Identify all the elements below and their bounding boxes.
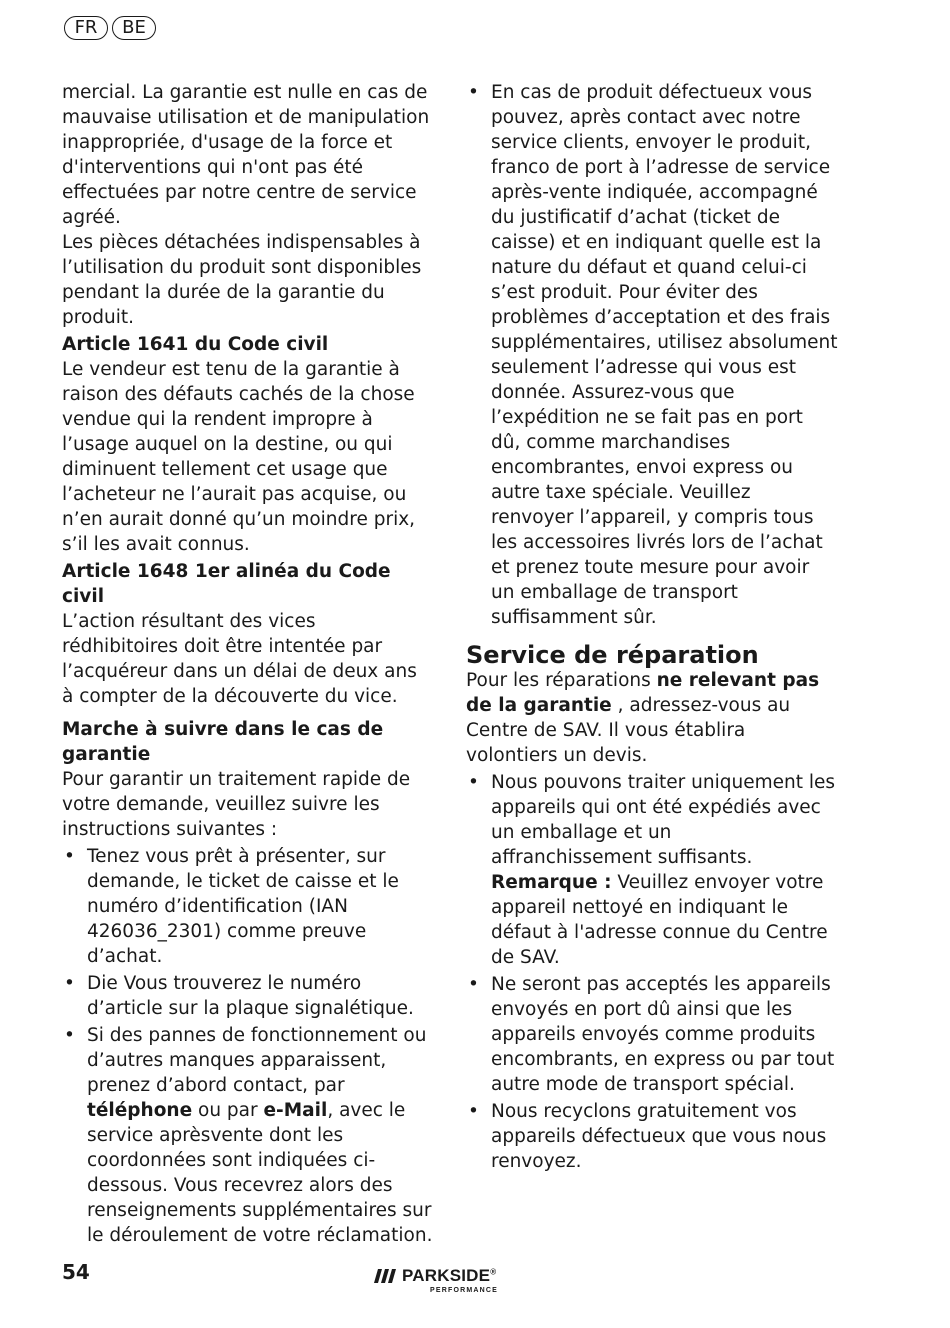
repair-intro-after: , adressez-vous au Centre de SAV. Il vous établira volontiers un devis. <box>466 695 791 766</box>
bullet-icon: • <box>64 973 75 994</box>
language-badge-be: BE <box>112 16 156 40</box>
email-label: e-Mail <box>263 1100 328 1121</box>
bullet-icon: • <box>64 846 75 867</box>
defect-list <box>466 80 838 630</box>
list-item <box>62 971 434 1021</box>
language-badge-fr: FR <box>64 16 108 40</box>
list-item <box>466 972 838 1097</box>
parkside-logo <box>374 1266 524 1302</box>
list-item-text: Tenez vous prêt à présenter, sur demande, le ticket de caisse et le numéro d’identification (IAN 426036_2301) comme preuve d’achat. <box>87 846 399 967</box>
list-item <box>466 80 838 630</box>
heading-article-1641: Article 1641 du Code civil <box>62 334 329 355</box>
page-number: 54 <box>62 1260 90 1284</box>
bullet-icon: • <box>64 1025 75 1046</box>
logo-wordmark: PARKSIDE <box>402 1266 491 1285</box>
list-item-text: Die Vous trouverez le numéro d’article sur la plaque signalétique. <box>87 973 414 1019</box>
list-item <box>466 770 838 970</box>
logo-text <box>402 1266 496 1286</box>
list-item-text: Ne seront pas acceptés les appareils envoyés en port dû ainsi que les appareils envoyés comme produits encombrants, en express ou par tout autre mode de transport spécial. <box>491 974 835 1095</box>
list-item-text-middle: ou par <box>192 1100 264 1121</box>
paragraph-article-1648: L’action résultant des vices rédhibitoires doit être intentée par l’acquéreur dans un délai de deux ans à compter de la découverte du vice. <box>62 611 417 707</box>
list-item <box>62 1023 434 1248</box>
logo-registered-mark: ® <box>490 1267 497 1277</box>
list-item <box>466 1099 838 1174</box>
list-item-text: Nous pouvons traiter uniquement les appareils qui ont été expédiés avec un emballage et un affranchissement suffisants. <box>491 772 836 868</box>
repair-intro-before: Pour les réparations <box>466 670 657 691</box>
section-title-repair-service: Service de réparation <box>466 641 759 669</box>
remark <box>491 870 838 970</box>
list-item <box>62 844 434 969</box>
remark-text: Veuillez envoyer votre appareil nettoyé en indiquant le défaut à l'adresse connue du Centre de SAV. <box>491 872 828 968</box>
logo-slashes-icon <box>374 1269 396 1283</box>
bullet-icon: • <box>468 974 479 995</box>
paragraph-article-1641: Le vendeur est tenu de la garantie à raison des défauts cachés de la chose vendue qui la rendent impropre à l’usage auquel on la destine, ou qui diminuent tellement cet usage que l’acheteur ne l’aurait pas acquise, ou n’en aurait donné qu’un moindre prix, s’il les avait connus. <box>62 359 416 555</box>
repair-list <box>466 770 838 1174</box>
procedure-list <box>62 844 434 1248</box>
repair-intro-bold: ne relevant pas de la garantie <box>466 670 820 716</box>
language-badges <box>64 16 156 40</box>
right-column <box>466 80 838 1176</box>
heading-warranty-procedure: Marche à suivre dans le cas de garantie <box>62 719 384 765</box>
heading-article-1648: Article 1648 1er alinéa du Code civil <box>62 561 391 607</box>
logo-main <box>374 1266 524 1286</box>
list-item-text: En cas de produit défectueux vous pouvez, après contact avec notre service clients, envoyer le produit, franco de port à l’adresse de service après-vente indiquée, accompagné du justificatif d’achat (ticket de caisse) et en indiquant quelle est la nature du défaut et quand celui-ci s’est produit. Pour éviter des problèmes d’acceptation et des frais supplémentaires, utilisez absolument seulement l’adresse qui vous est donnée. Assurez-vous que l’expédition ne se fait pas en port dû, comme marchandises encombrantes, envoi express ou autre taxe spéciale. Veuillez renvoyer l’appareil, y compris tous les accessoires livrés lors de l’achat et prenez toute mesure pour avoir un emballage de transport suffisamment sûr. <box>491 82 838 628</box>
bullet-icon: • <box>468 1101 479 1122</box>
list-item-text: Nous recyclons gratuitement vos appareils défectueux que vous nous renvoyez. <box>491 1101 827 1172</box>
logo-subtitle: PERFORMANCE <box>430 1287 499 1294</box>
paragraph-repair-intro <box>466 668 838 768</box>
paragraph-spare-parts: Les pièces détachées indispensables à l’utilisation du produit sont disponibles pendant la durée de la garantie du produit. <box>62 232 422 328</box>
bullet-icon: • <box>468 82 479 103</box>
left-column <box>62 80 434 1250</box>
list-item-text-after: , avec le service aprèsvente dont les coordonnées sont indiquées ci-dessous. Vous recevrez alors des renseignements supplémentaires sur le déroulement de votre réclamation. <box>87 1100 433 1246</box>
phone-label: téléphone <box>87 1100 193 1121</box>
paragraph-warranty-void: mercial. La garantie est nulle en cas de mauvaise utilisation et de manipulation inappropriée, d'usage de la force et d'interventions qui n'ont pas été effectuées par notre centre de service agréé. <box>62 82 430 228</box>
paragraph-procedure-intro: Pour garantir un traitement rapide de votre demande, veuillez suivre les instructions suivantes : <box>62 769 411 840</box>
bullet-icon: • <box>468 772 479 793</box>
list-item-text-before: Si des pannes de fonctionnement ou d’autres manques apparaissent, prenez d’abord contact, par <box>87 1025 427 1096</box>
remark-label: Remarque : <box>491 872 612 893</box>
